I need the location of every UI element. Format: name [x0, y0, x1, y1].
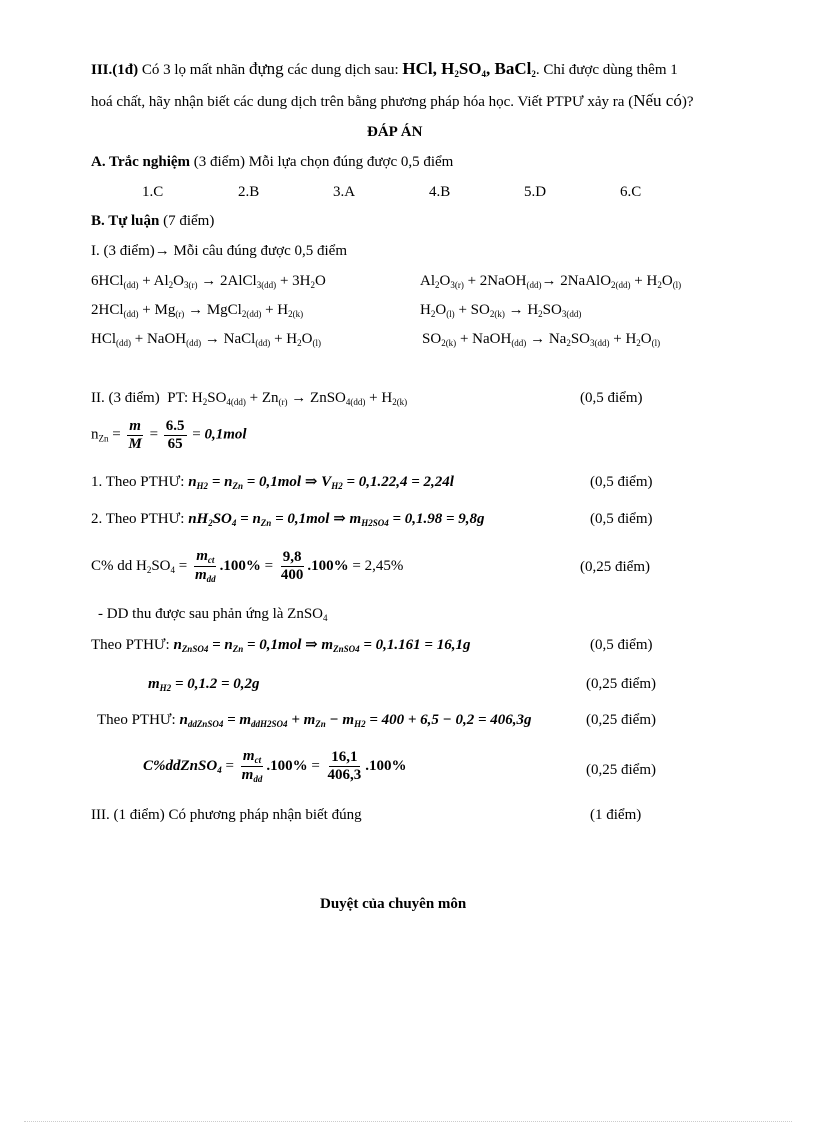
question-3-line-2: hoá chất, hãy nhận biết các dung dịch trên bằng phương pháp hóa học. Viết PTPƯ xảy ra (Nếu có)?	[91, 91, 694, 110]
equation-left-3: HCl$_{(dd)}$ + NaOH$_{(dd)}$ → NaCl$_{(dd)}$ + $H_2O_{(l)}$	[91, 331, 321, 348]
section-3-score: (1 điểm)	[590, 807, 642, 823]
section-1-heading: I. (3 điểm)→ Mỗi câu đúng được 0,5 điểm	[91, 243, 348, 259]
answer-3: 3.A	[333, 184, 356, 200]
page-bottom-rule	[24, 1121, 792, 1122]
equation-left-2: $2HCl_{(dd)} + Mg_{(r)}$ → MgCl$_{2(dd)}$ + $H_{2(k)}$	[91, 302, 304, 319]
formula-n-zn: $n_{Zn}$ = $\frac{m}{M}$ = $\frac{6.5}{65}$ = 0,1mol	[91, 418, 247, 452]
equation-right-1: $Al_2O_{3(r)}$ + 2NaOH$_{(dd)}$→ 2NaAlO$_{2(dd)}$ + $H_2O_{(l)}$	[420, 273, 682, 290]
concentration-znso4: C%ddZnSO$_4$ = $\frac{m_{ct}}{m_{dd}}$ .100% = $\frac{16,1}{406,3}$ .100%	[143, 748, 407, 784]
step-5-text: Theo PTHƯ: $n_{ddZnSO4} = m_{ddH2SO4} + m_{Zn} - m_{H2} = 400 + 6,5 - 0,2 = 406,3g$	[97, 712, 532, 729]
answer-2: 2.B	[238, 184, 260, 200]
step-4-text: $m_{H2} = 0,1.2 = 0,2g$	[148, 676, 260, 693]
section-3-text: III. (1 điểm) Có phương pháp nhận biết đúng	[91, 807, 362, 823]
question-3-line-1: III.(1đ) Có 3 lọ mất nhãn đựng các dung dịch sau: HCl, $H_2SO_4$, BaCl$_2$. Chỉ được dùng thêm 1	[91, 59, 678, 79]
answer-5: 5.D	[524, 184, 547, 200]
approval-footer: Duyệt của chuyên môn	[320, 896, 467, 912]
equation-right-2: $H_2O_{(l)} + SO_{2(k)} \to H_2SO_{3(dd)}$	[420, 302, 582, 319]
step-4-score: (0,25 điểm)	[586, 676, 656, 692]
step-3-score: (0,5 điểm)	[590, 637, 653, 653]
answer-6: 6.C	[620, 184, 642, 200]
step-3-text: Theo PTHƯ: $n_{ZnSO4} = n_{Zn} = 0,1mol$ ⇒ $m_{ZnSO4} = 0,1.161 = 16,1g$	[91, 637, 471, 654]
product-solution-note: - DD thu được sau phản ứng là ZnSO$_4$	[98, 606, 328, 623]
part-b-heading: B. Tự luận	[91, 213, 160, 229]
answer-title: ĐÁP ÁN	[367, 124, 423, 140]
part-a-desc: (3 điểm) Mỗi lựa chọn đúng được 0,5 điểm	[193, 154, 454, 170]
step-5-score: (0,25 điểm)	[586, 712, 656, 728]
concentration-znso4-score: (0,25 điểm)	[586, 762, 656, 778]
answer-4: 4.B	[429, 184, 451, 200]
part-a-heading: A. Trắc nghiệm	[91, 154, 191, 170]
section-2-heading: II. (3 điểm) PT: $H_2SO_{4(dd)} + Zn_{(r)}$ → ZnSO$_{4(dd)}$ + $H_{2(k)}$	[91, 390, 408, 407]
concentration-h2so4: C% dd $H_2SO_4$ = $\frac{m_{ct}}{m_{dd}}$ .100% = $\frac{9,8}{400}$ .100% = 2,45%	[91, 548, 404, 584]
step-2-text: 2. Theo PTHƯ: $nH_2SO_4 = n_{Zn} = 0,1mol$ ⇒ $m_{H2SO4} = 0,1.98 = 9,8g$	[91, 511, 485, 528]
step-2-score: (0,5 điểm)	[590, 511, 653, 527]
concentration-h2so4-score: (0,25 điểm)	[580, 559, 650, 575]
equation-right-3: $SO_{2(k)}$ + NaOH$_{(dd)}$ → $Na_2SO_{3(dd)} + H_2O_{(l)}$	[422, 331, 661, 348]
answer-1: 1.C	[142, 184, 164, 200]
section-2-heading-score: (0,5 điểm)	[580, 390, 643, 406]
step-1-score: (0,5 điểm)	[590, 474, 653, 490]
part-b-line	[91, 213, 214, 230]
part-a-line	[91, 154, 453, 171]
part-b-desc: (7 điểm)	[163, 213, 215, 229]
equation-left-1: $6HCl_{(dd)} + Al_2O_{3(r)}$ → 2AlCl$_{3(dd)}$ + $3H_2O$	[91, 273, 326, 290]
step-1-text: 1. Theo PTHƯ: $n_{H2} = n_{Zn} = 0,1mol$ ⇒ $V_{H2} = 0,1.22,4 = 2,24l$	[91, 474, 454, 491]
